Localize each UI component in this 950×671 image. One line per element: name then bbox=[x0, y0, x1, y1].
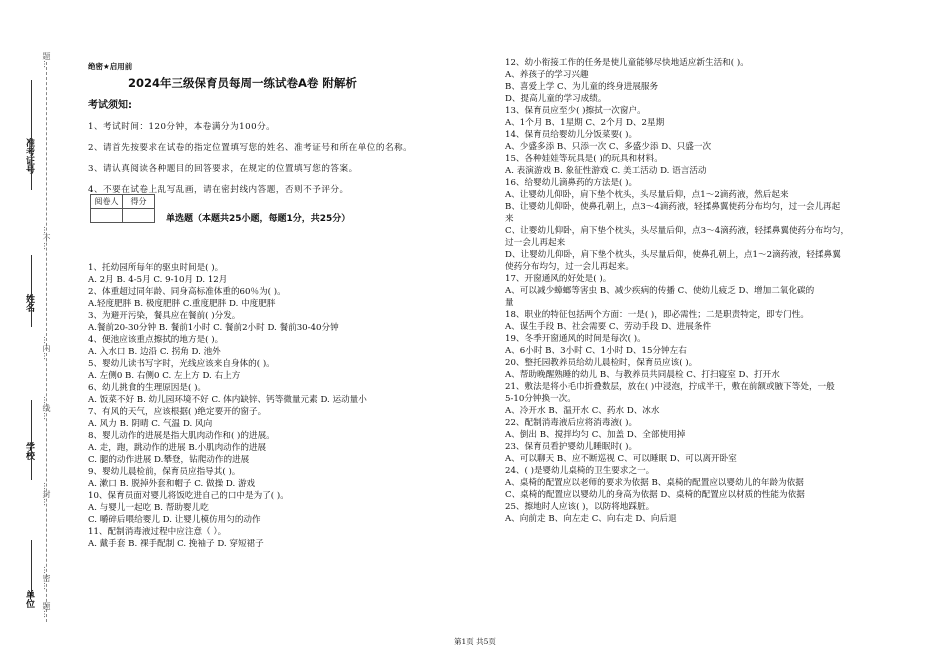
option-line: C. 嚼碎后喂给婴儿 D. 让婴儿模仿用匀的动作 bbox=[88, 515, 261, 525]
option-line: A、6小时 B、3小时 C、1小时 D、15分钟左右 bbox=[505, 346, 687, 356]
unit-label: 单位 bbox=[24, 590, 34, 608]
seal-text-xian: …线… bbox=[42, 396, 51, 420]
option-line: A、谋生手段 B、社会需要 C、劳动手段 D、进展条件 bbox=[505, 322, 712, 332]
question-line: 1、托幼园所每年的驱虫时间是( )。 bbox=[88, 263, 224, 273]
option-line: 过一会儿再起来 bbox=[505, 238, 566, 248]
score-table bbox=[90, 194, 155, 223]
option-line: C、桌椅的配置应以婴幼儿的身高为依据 D、桌椅的配置应以材质的性能为依据 bbox=[505, 490, 805, 500]
page-title: 2024年三级保育员每周一练试卷A卷 附解析 bbox=[128, 76, 357, 90]
seal-text-mi: …密… bbox=[42, 566, 51, 590]
exam-no-label: 准考证号 bbox=[24, 138, 34, 174]
question-line: 24、( )是婴幼儿桌椅的卫生要求之一。 bbox=[505, 466, 655, 476]
option-line: A. 表演游戏 B. 象征性游戏 C. 美工活动 D. 语言活动 bbox=[505, 166, 707, 176]
question-line: 2、体重超过同年龄、同身高标准体重的60％为( )。 bbox=[88, 287, 286, 297]
section-title: 单选题（本题共25小题，每题1分，共25分） bbox=[166, 214, 351, 224]
notice-title: 考试须知: bbox=[88, 100, 132, 111]
option-line: A、可以聊天 B、应不断巡视 C、可以睡眠 D、可以离开卧室 bbox=[505, 454, 737, 464]
question-line: 23、保育员看护婴幼儿睡眠时( )。 bbox=[505, 442, 638, 452]
question-line: 12、幼小衔接工作的任务是使儿童能够尽快地适应新生活和( )。 bbox=[505, 58, 749, 68]
secret-mark: 绝密★启用前 bbox=[88, 62, 133, 71]
option-line: 量 bbox=[505, 298, 514, 308]
option-line: 使药分布均匀，过一会儿再起来。 bbox=[505, 262, 634, 272]
exam-no-fill-line[interactable] bbox=[31, 80, 32, 190]
question-line: 10、保育员面对婴儿将饭吃进自己的口中是为了( )。 bbox=[88, 491, 289, 501]
option-line: A.餐前20-30分钟 B. 餐前1小时 C. 餐前2小时 D. 餐前30-40分钟 bbox=[88, 323, 339, 333]
option-line: D、提高儿童的学习成绩。 bbox=[505, 94, 607, 104]
seal-text-bu: …不… bbox=[42, 226, 51, 250]
option-line: A、养孩子的学习兴趣 bbox=[505, 70, 589, 80]
option-line: A、倒出 B、搅拌均匀 C、加盖 D、全部使用掉 bbox=[505, 430, 686, 440]
option-line: A、向前走 B、向左走 C、向右走 D、向后退 bbox=[505, 514, 677, 524]
option-line: A、桌椅的配置应以老师的要求为依据 B、桌椅的配置应以婴幼儿的年龄为依据 bbox=[505, 478, 804, 488]
option-line: A.轻度肥胖 B. 极度肥胖 C.重度肥胖 D. 中度肥胖 bbox=[88, 299, 276, 309]
option-line: A、1个月 B、1星期 C、2个月 D、2星期 bbox=[505, 118, 665, 128]
name-label: 姓名 bbox=[24, 294, 34, 312]
question-line: 16、给婴幼儿滴鼻药的方法是( )。 bbox=[505, 178, 638, 188]
question-line: 4、便池应该重点擦拭的地方是( )。 bbox=[88, 335, 224, 345]
option-line: A、冷开水 B、温开水 C、药水 D、冰水 bbox=[505, 406, 660, 416]
option-line: A. 饭菜不好 B. 幼儿园环境不好 C. 体内缺锌、钙等微量元素 D. 运动量小 bbox=[88, 395, 367, 405]
question-line: 20、整托园教养员给幼儿晨检时，保育员应该( )。 bbox=[505, 358, 698, 368]
option-line: B、让婴幼儿仰卧，使鼻孔朝上，点3～4滴药液，轻揉鼻翼使药分布均匀，过一会儿再起 bbox=[505, 202, 841, 212]
question-line: 9、婴幼儿晨检前，保育员应指导其( )。 bbox=[88, 467, 241, 477]
option-line: A. 2月 B. 4-5月 C. 9-10月 D. 12月 bbox=[88, 275, 228, 285]
sidebar-bottom-text: 题… bbox=[42, 602, 51, 618]
question-line: 6、幼儿挑食的生理原因是( )。 bbox=[88, 383, 207, 393]
option-line: A、少盛多添 B、只添一次 C、多盛少添 D、只盛一次 bbox=[505, 142, 712, 152]
score-cell[interactable] bbox=[123, 209, 155, 223]
question-line: 8、婴儿动作的进展是指大肌肉动作和( )的进展。 bbox=[88, 431, 275, 441]
seal-text-feng: …封… bbox=[42, 482, 51, 506]
question-line: 19、冬季开窗通风的时间是每次( )。 bbox=[505, 334, 646, 344]
name-fill-line[interactable] bbox=[31, 255, 32, 327]
option-line: A. 入水口 B. 边沿 C. 拐角 D. 池外 bbox=[88, 347, 221, 357]
option-line: A、让婴幼儿仰卧，肩下垫个枕头，头尽量后仰，点1～2滴药液，然后起来 bbox=[505, 190, 789, 200]
option-line: C. 腿的动作进展 D.攀登，钻爬动作的进展 bbox=[88, 455, 250, 465]
unit-fill-line[interactable] bbox=[31, 540, 32, 596]
page-footer: 第1页 共5页 bbox=[454, 637, 496, 646]
notice-item: 3、请认真阅读各种题目的回答要求，在规定的位置填写您的答案。 bbox=[88, 164, 358, 174]
question-line: 14、保育员给婴幼儿分饭菜要( )。 bbox=[505, 130, 638, 140]
question-line: 17、开窗通风的好处是( )。 bbox=[505, 274, 612, 284]
question-line: 11、配制消毒液过程中应注意（ ）。 bbox=[88, 527, 227, 537]
notice-list bbox=[88, 117, 412, 201]
option-line: A、帮助晚醒熟睡的幼儿 B、与教养员共同晨检 C、打扫寝室 D、打开水 bbox=[505, 370, 780, 380]
option-line: A. 风力 B. 阴晴 C. 气温 D. 风向 bbox=[88, 419, 213, 429]
option-line: A. 戴手套 B. 裸手配制 C. 挽袖子 D. 穿短裙子 bbox=[88, 539, 264, 549]
reviewer-cell[interactable] bbox=[91, 209, 123, 223]
question-line: 5-10分钟换一次。 bbox=[505, 394, 576, 404]
question-line: 18、职业的特征包括两个方面：一是( )，即必需性；二是职责特定，即专门性。 bbox=[505, 310, 809, 320]
option-line: A. 走，跑，跳动作的进展 B.小肌肉动作的进展 bbox=[88, 443, 267, 453]
question-line: 7、有风的天气，应该根据( )绝定要开的窗子。 bbox=[88, 407, 267, 417]
option-line: A、可以减少蟑螂等害虫 B、减少疾病的传播 C、使幼儿疲乏 D、增加二氧化碳的 bbox=[505, 286, 815, 296]
option-line: C、让婴幼儿仰卧，肩下垫个枕头，头尽量后仰，点3～4滴药液，轻揉鼻翼使药分布均匀， bbox=[505, 226, 850, 236]
left-column bbox=[88, 262, 367, 550]
question-line: 13、保育员应至少( )擦拭一次窗户。 bbox=[505, 106, 646, 116]
notice-item: 2、请首先按要求在试卷的指定位置填写您的姓名、准考证号和所在单位的名称。 bbox=[88, 143, 413, 153]
option-line: A. 漱口 B. 脱掉外套和帽子 C. 做操 D. 游戏 bbox=[88, 479, 256, 489]
option-line: A. 左侧0 B. 右侧0 C. 左上方 D. 右上方 bbox=[88, 371, 241, 381]
score-table-score: 得分 bbox=[123, 195, 155, 209]
option-line: B、喜爱上学 C、为儿童的终身进展服务 bbox=[505, 82, 659, 92]
sidebar-top-text: 题… bbox=[42, 52, 51, 68]
question-line: 21、敷法是将小毛巾折叠数层，放在( )中浸泡，拧成半干，敷在前额或腋下等处，一般 bbox=[505, 382, 835, 392]
right-column bbox=[505, 57, 849, 525]
question-line: 15、各种娃娃等玩具是( )的玩具和材料。 bbox=[505, 154, 663, 164]
question-line: 22、配制消毒液后应将消毒液( )。 bbox=[505, 418, 638, 428]
school-fill-line[interactable] bbox=[31, 400, 32, 480]
score-table-reviewer: 阅卷人 bbox=[91, 195, 123, 209]
question-line: 3、为避开污染，餐具应在餐前( )分发。 bbox=[88, 311, 241, 321]
notice-item: 1、考试时间：120分钟，本卷满分为100分。 bbox=[88, 122, 276, 132]
option-line: D、让婴幼儿仰卧，肩下垫个枕头，头尽量后仰，使鼻孔朝上，点1～2滴药液，轻揉鼻翼 bbox=[505, 250, 841, 260]
option-line: A. 与婴儿一起吃 B. 帮助婴儿吃 bbox=[88, 503, 209, 513]
notice-item: 4、不要在试卷上乱写乱画，请在密封线内答题，否则不予评分。 bbox=[88, 185, 349, 195]
question-line: 5、婴幼儿读书写字时，光线应该来自身体的( )。 bbox=[88, 359, 275, 369]
school-label: 学校 bbox=[24, 442, 34, 460]
question-line: 25、擦地时人应该( )，以防将地踩脏。 bbox=[505, 502, 655, 512]
option-line: 来 bbox=[505, 214, 514, 224]
seal-text-nei: …内… bbox=[42, 336, 51, 360]
